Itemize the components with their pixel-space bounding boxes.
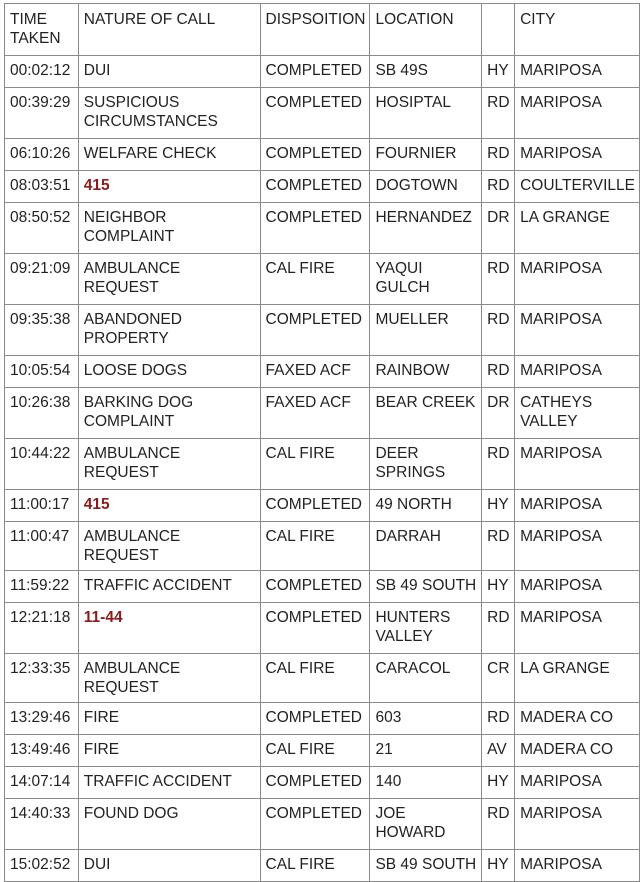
cell-location: SB 49 SOUTH [370,850,482,882]
cell-time-taken: 14:40:33 [5,799,79,850]
cell-street-suffix: RD [482,603,515,654]
cell-street-suffix: RD [482,171,515,203]
table-row [5,799,640,850]
cell-disposition: COMPLETED [260,799,370,850]
cell-city: MADERA CO [515,703,640,735]
cell-street-suffix: DR [482,388,515,439]
cell-city: MADERA CO [515,735,640,767]
cell-disposition: FAXED ACF [260,388,370,439]
cell-disposition: COMPLETED [260,603,370,654]
cell-city: MARIPOSA [515,439,640,490]
header-city: CITY [515,4,640,56]
cell-street-suffix: RD [482,703,515,735]
cell-city: MARIPOSA [515,850,640,882]
call-log-body [5,56,640,882]
cell-disposition: FAXED ACF [260,356,370,388]
table-row [5,356,640,388]
cell-nature-of-call: DUI [78,56,260,88]
cell-time-taken: 11:00:47 [5,522,79,571]
cell-street-suffix: AV [482,735,515,767]
cell-disposition: COMPLETED [260,490,370,522]
cell-location: DARRAH [370,522,482,571]
cell-time-taken: 08:50:52 [5,203,79,254]
cell-city: MARIPOSA [515,799,640,850]
cell-disposition: CAL FIRE [260,735,370,767]
table-row [5,703,640,735]
cell-nature-of-call: TRAFFIC ACCIDENT [78,571,260,603]
cell-city: MARIPOSA [515,356,640,388]
cell-location: FOURNIER [370,139,482,171]
cell-time-taken: 10:05:54 [5,356,79,388]
cell-street-suffix: CR [482,654,515,703]
cell-location: BEAR CREEK [370,388,482,439]
cell-city: MARIPOSA [515,571,640,603]
cell-nature-of-call: AMBULANCE REQUEST [78,254,260,305]
cell-time-taken: 00:02:12 [5,56,79,88]
table-row [5,439,640,490]
cell-disposition: COMPLETED [260,139,370,171]
cell-street-suffix: RD [482,356,515,388]
cell-nature-of-call: AMBULANCE REQUEST [78,654,260,703]
table-row [5,88,640,139]
table-row [5,735,640,767]
cell-location: SB 49S [370,56,482,88]
cell-location: 603 [370,703,482,735]
cell-disposition: COMPLETED [260,703,370,735]
table-row [5,139,640,171]
cell-time-taken: 10:44:22 [5,439,79,490]
cell-city: MARIPOSA [515,56,640,88]
cell-location: JOE HOWARD [370,799,482,850]
cell-location: 140 [370,767,482,799]
cell-location: DOGTOWN [370,171,482,203]
header-nature-of-call: NATURE OF CALL [78,4,260,56]
cell-time-taken: 06:10:26 [5,139,79,171]
header-row [5,4,640,56]
cell-nature-of-call: NEIGHBOR COMPLAINT [78,203,260,254]
cell-street-suffix: RD [482,439,515,490]
cell-nature-of-call: AMBULANCE REQUEST [78,522,260,571]
cell-disposition: COMPLETED [260,171,370,203]
cell-street-suffix: HY [482,850,515,882]
cell-location: MUELLER [370,305,482,356]
cell-disposition: COMPLETED [260,203,370,254]
cell-time-taken: 09:21:09 [5,254,79,305]
cell-time-taken: 12:33:35 [5,654,79,703]
table-row [5,388,640,439]
cell-city: MARIPOSA [515,305,640,356]
cell-time-taken: 09:35:38 [5,305,79,356]
cell-disposition: CAL FIRE [260,522,370,571]
header-time-taken: TIME TAKEN [5,4,79,56]
call-log-table-wrapper [4,3,640,882]
cell-location: SB 49 SOUTH [370,571,482,603]
cell-city: MARIPOSA [515,254,640,305]
cell-city: MARIPOSA [515,88,640,139]
cell-nature-of-call: AMBULANCE REQUEST [78,439,260,490]
cell-nature-of-call: LOOSE DOGS [78,356,260,388]
cell-street-suffix: HY [482,490,515,522]
table-row [5,490,640,522]
cell-street-suffix: RD [482,305,515,356]
table-row [5,171,640,203]
table-row [5,56,640,88]
cell-city: MARIPOSA [515,603,640,654]
cell-nature-of-call: 11-44 [78,603,260,654]
header-location: LOCATION [370,4,482,56]
cell-city: MARIPOSA [515,522,640,571]
cell-city: MARIPOSA [515,139,640,171]
cell-street-suffix: HY [482,767,515,799]
table-row [5,654,640,703]
cell-street-suffix: HY [482,56,515,88]
cell-time-taken: 15:02:52 [5,850,79,882]
cell-disposition: COMPLETED [260,571,370,603]
table-row [5,305,640,356]
header-street-suffix [482,4,515,56]
table-row [5,571,640,603]
cell-time-taken: 13:49:46 [5,735,79,767]
cell-disposition: COMPLETED [260,56,370,88]
cell-location: 21 [370,735,482,767]
cell-time-taken: 12:21:18 [5,603,79,654]
cell-time-taken: 00:39:29 [5,88,79,139]
cell-nature-of-call: WELFARE CHECK [78,139,260,171]
cell-street-suffix: RD [482,254,515,305]
cell-disposition: CAL FIRE [260,850,370,882]
cell-location: CARACOL [370,654,482,703]
cell-time-taken: 11:59:22 [5,571,79,603]
cell-time-taken: 14:07:14 [5,767,79,799]
cell-nature-of-call: TRAFFIC ACCIDENT [78,767,260,799]
cell-location: HUNTERS VALLEY [370,603,482,654]
cell-nature-of-call: BARKING DOG COMPLAINT [78,388,260,439]
cell-disposition: CAL FIRE [260,254,370,305]
cell-nature-of-call: FIRE [78,703,260,735]
call-log-table [4,3,640,882]
cell-city: MARIPOSA [515,490,640,522]
cell-city: COULTERVILLE [515,171,640,203]
cell-street-suffix: DR [482,203,515,254]
cell-location: RAINBOW [370,356,482,388]
cell-city: LA GRANGE [515,654,640,703]
table-row [5,522,640,571]
cell-city: MARIPOSA [515,767,640,799]
cell-location: HOSIPTAL [370,88,482,139]
cell-location: HERNANDEZ [370,203,482,254]
cell-street-suffix: RD [482,799,515,850]
cell-nature-of-call: 415 [78,171,260,203]
cell-disposition: COMPLETED [260,88,370,139]
cell-street-suffix: RD [482,88,515,139]
cell-time-taken: 13:29:46 [5,703,79,735]
cell-disposition: COMPLETED [260,305,370,356]
table-row [5,254,640,305]
cell-nature-of-call: DUI [78,850,260,882]
cell-city: CATHEYS VALLEY [515,388,640,439]
cell-street-suffix: RD [482,522,515,571]
cell-location: YAQUI GULCH [370,254,482,305]
cell-city: LA GRANGE [515,203,640,254]
cell-time-taken: 08:03:51 [5,171,79,203]
cell-nature-of-call: SUSPICIOUS CIRCUMSTANCES [78,88,260,139]
cell-disposition: CAL FIRE [260,439,370,490]
cell-disposition: CAL FIRE [260,654,370,703]
table-row [5,850,640,882]
table-row [5,203,640,254]
cell-nature-of-call: 415 [78,490,260,522]
cell-nature-of-call: ABANDONED PROPERTY [78,305,260,356]
cell-location: 49 NORTH [370,490,482,522]
cell-nature-of-call: FIRE [78,735,260,767]
cell-disposition: COMPLETED [260,767,370,799]
cell-street-suffix: HY [482,571,515,603]
cell-time-taken: 11:00:17 [5,490,79,522]
header-disposition: DISPSOITION [260,4,370,56]
cell-nature-of-call: FOUND DOG [78,799,260,850]
cell-street-suffix: RD [482,139,515,171]
table-row [5,603,640,654]
cell-time-taken: 10:26:38 [5,388,79,439]
cell-location: DEER SPRINGS [370,439,482,490]
table-row [5,767,640,799]
